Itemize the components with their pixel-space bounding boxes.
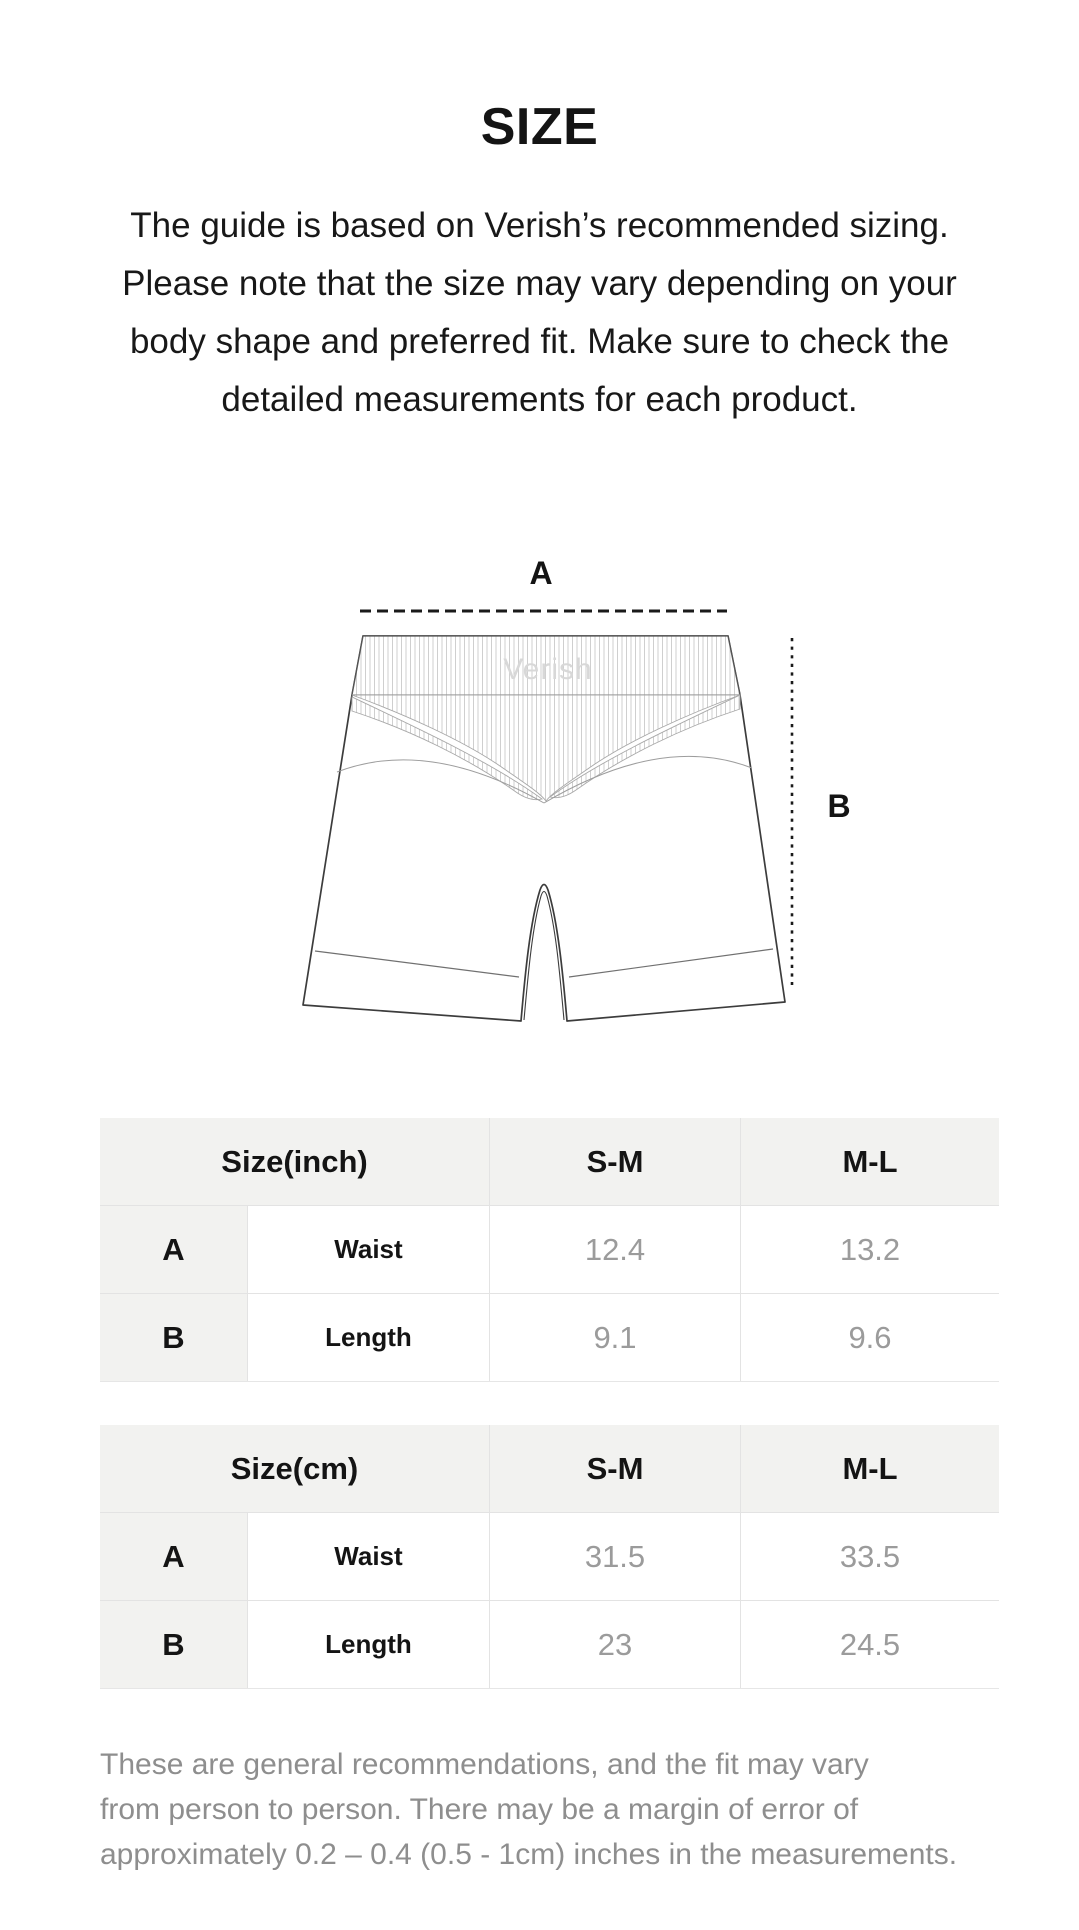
table-unit-header: Size(cm) — [100, 1425, 489, 1512]
row-key: B — [100, 1293, 247, 1381]
table-unit-header: Size(inch) — [100, 1118, 489, 1205]
intro-line: The guide is based on Verish’s recommended sizing. — [130, 206, 949, 245]
intro-text — [0, 197, 1079, 429]
column-header-sm: S-M — [489, 1118, 740, 1205]
row-name: Length — [247, 1600, 489, 1688]
column-header-sm: S-M — [489, 1425, 740, 1512]
row-key: B — [100, 1600, 247, 1688]
disclaimer-line: from person to person. There may be a margin of error of — [100, 1793, 859, 1826]
row-key: A — [100, 1512, 247, 1600]
value-ml: 13.2 — [740, 1205, 999, 1293]
size-table-cm — [100, 1425, 999, 1689]
value-sm: 9.1 — [489, 1293, 740, 1381]
shorts-diagram — [0, 540, 1079, 1060]
page-title: SIZE — [480, 98, 599, 156]
value-ml: 9.6 — [740, 1293, 999, 1381]
row-key: A — [100, 1205, 247, 1293]
intro-line: body shape and preferred fit. Make sure to check the — [129, 322, 950, 361]
measure-a-label: A — [529, 555, 553, 591]
value-sm: 12.4 — [489, 1205, 740, 1293]
intro-line: Please note that the size may vary depending on your — [122, 264, 957, 303]
column-header-ml: M-L — [740, 1425, 999, 1512]
measurement-disclaimer — [100, 1742, 1010, 1877]
row-name: Waist — [247, 1512, 489, 1600]
column-header-ml: M-L — [740, 1118, 999, 1205]
disclaimer-line: approximately 0.2 – 0.4 (0.5 - 1cm) inches in the measurements. — [100, 1838, 958, 1871]
intro-line: detailed measurements for each product. — [221, 380, 858, 419]
disclaimer-line: These are general recommendations, and the fit may vary — [100, 1748, 869, 1781]
value-sm: 31.5 — [489, 1512, 740, 1600]
row-name: Waist — [247, 1205, 489, 1293]
value-ml: 24.5 — [740, 1600, 999, 1688]
value-sm: 23 — [489, 1600, 740, 1688]
brand-watermark: Verish — [503, 653, 593, 686]
shorts-line-art — [0, 540, 1079, 1060]
measure-b-label: B — [827, 788, 851, 824]
value-ml: 33.5 — [740, 1512, 999, 1600]
size-table-inch — [100, 1118, 999, 1382]
row-name: Length — [247, 1293, 489, 1381]
